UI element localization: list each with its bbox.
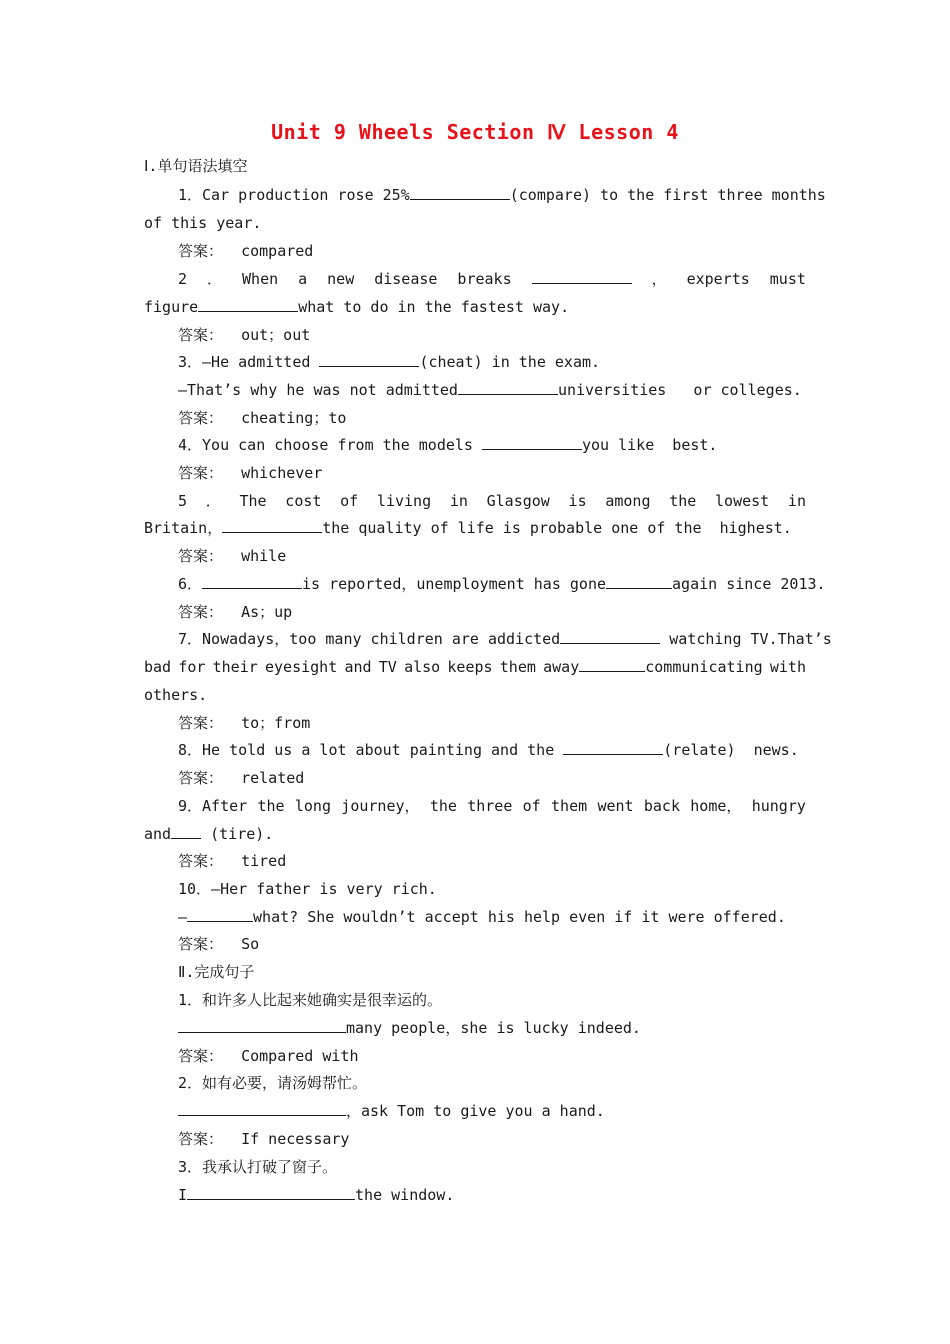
blank[interactable] <box>178 1018 346 1033</box>
page-title: Unit 9 Wheels Section Ⅳ Lesson 4 <box>271 120 679 144</box>
blank[interactable] <box>579 657 645 672</box>
blank[interactable] <box>532 269 632 284</box>
question-5: 5 ． The cost of living in Glasgow is among the lowest in <box>178 492 806 510</box>
question-2: 2 ． When a new disease breaks ， experts must <box>178 270 806 288</box>
answer-8: 答案： related <box>178 769 305 787</box>
answer-1: 答案： compared <box>178 242 314 260</box>
translate-3-line: I the window. <box>178 1186 455 1204</box>
blank[interactable] <box>187 907 253 922</box>
answer-5: 答案： while <box>178 547 287 565</box>
question-10: 10．—Her father is very rich. <box>178 880 437 898</box>
blank[interactable] <box>563 740 663 755</box>
blank[interactable] <box>187 1185 355 1200</box>
question-1: 1．Car production rose 25% (compare) to the first three months <box>178 186 826 204</box>
question-10-reply: — what? She wouldn’t accept his help even if it were offered. <box>178 908 786 926</box>
blank[interactable] <box>482 435 582 450</box>
blank[interactable] <box>178 1101 346 1116</box>
answer-2: 答案： out；out <box>178 326 311 344</box>
question-8: 8．He told us a lot about painting and the (relate) news. <box>178 741 799 759</box>
question-7-cont: bad for their eyesight and TV also keeps them away communicating with <box>144 658 806 676</box>
blank[interactable] <box>458 380 558 395</box>
question-5-cont: Britain， the quality of life is probable one of the highest. <box>144 519 792 537</box>
answer-4: 答案： whichever <box>178 464 323 482</box>
blank[interactable] <box>222 518 322 533</box>
blank[interactable] <box>410 185 510 200</box>
translate-2-answer: 答案： If necessary <box>178 1130 350 1148</box>
question-6: 6． is reported，unemployment has gone again since 2013. <box>178 575 826 593</box>
translate-3-prompt: 3．我承认打破了窗子。 <box>178 1158 338 1176</box>
question-1-cont: of this year. <box>144 214 262 232</box>
blank[interactable] <box>319 352 419 367</box>
translate-2-line: ，ask Tom to give you a hand. <box>178 1101 605 1121</box>
answer-6: 答案： As；up <box>178 603 293 621</box>
answer-9: 答案： tired <box>178 852 287 870</box>
blank[interactable] <box>202 574 302 589</box>
question-3-reply: —That’s why he was not admitted universities or colleges. <box>178 381 802 399</box>
blank[interactable] <box>198 297 298 312</box>
translate-1-line: many people，she is lucky indeed. <box>178 1018 641 1038</box>
answer-10: 答案： So <box>178 935 260 953</box>
question-9: 9．After the long journey， the three of them went back home， hungry <box>178 797 806 815</box>
question-9-cont: and (tire). <box>144 825 274 843</box>
translate-1-prompt: 1．和许多人比起来她确实是很幸运的。 <box>178 991 443 1009</box>
question-2-cont: figure what to do in the fastest way. <box>144 298 570 316</box>
question-3: 3．—He admitted (cheat) in the exam. <box>178 353 601 371</box>
question-7-end: others. <box>144 686 208 704</box>
blank[interactable] <box>171 824 201 839</box>
answer-7: 答案： to；from <box>178 714 311 732</box>
section-heading-1: Ⅰ.单句语法填空 <box>144 157 248 175</box>
question-7: 7．Nowadays，too many children are addicted watching TV.That’s <box>178 630 832 648</box>
translate-2-prompt: 2．如有必要，请汤姆帮忙。 <box>178 1074 368 1092</box>
blank[interactable] <box>606 574 672 589</box>
question-4: 4．You can choose from the models you like best. <box>178 436 718 454</box>
blank[interactable] <box>560 629 660 644</box>
translate-1-answer: 答案： Compared with <box>178 1047 359 1065</box>
section-heading-2: Ⅱ.完成句子 <box>178 963 255 981</box>
answer-3: 答案： cheating；to <box>178 409 347 427</box>
